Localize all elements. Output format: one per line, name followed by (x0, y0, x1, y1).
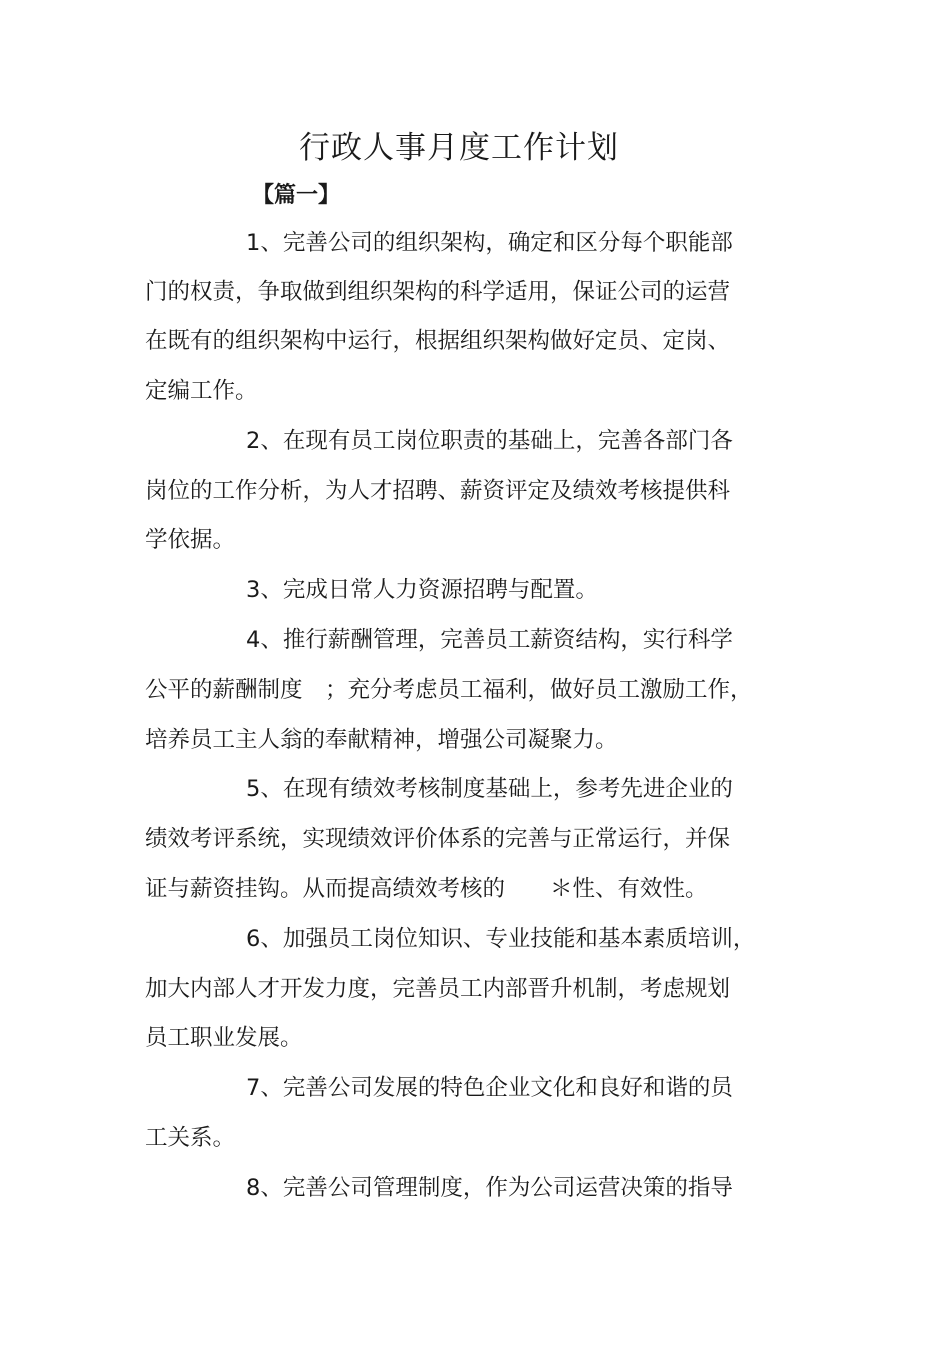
section-label: 【篇一】 (252, 183, 341, 208)
paragraph-line: 2、在现有员工岗位职责的基础上，完善各部门各 (246, 428, 733, 454)
paragraph-line: 工关系。 (145, 1125, 236, 1151)
paragraph-line: 1、完善公司的组织架构，确定和区分每个职能部 (246, 230, 733, 256)
paragraph-line: 7、完善公司发展的特色企业文化和良好和谐的员 (246, 1075, 733, 1101)
paragraph-line: 3、完成日常人力资源招聘与配置。 (246, 577, 598, 603)
paragraph-line: 加大内部人才开发力度，完善员工内部晋升机制，考虑规划 (145, 976, 731, 1002)
paragraph-line: 8、完善公司管理制度，作为公司运营决策的指导 (246, 1175, 733, 1201)
paragraph-line: 培养员工主人翁的奉献精神，增强公司凝聚力。 (145, 727, 618, 753)
paragraph-line: 4、推行薪酬管理，完善员工薪资结构，实行科学 (246, 627, 733, 653)
paragraph-line: 在既有的组织架构中运行，根据组织架构做好定员、定岗、 (145, 328, 731, 354)
paragraph-line: 公平的薪酬制度 ；充分考虑员工福利，做好员工激励工作， (145, 677, 753, 703)
page-title: 行政人事月度工作计划 (299, 130, 619, 166)
paragraph-line: 岗位的工作分析，为人才招聘、薪资评定及绩效考核提供科 (145, 478, 731, 504)
paragraph-line: 绩效考评系统，实现绩效评价体系的完善与正常运行，并保 (145, 826, 731, 852)
paragraph-line: 门的权责，争取做到组织架构的科学适用，保证公司的运营 (145, 279, 731, 305)
paragraph-line: 6、加强员工岗位知识、专业技能和基本素质培训， (246, 926, 756, 952)
paragraph-line: 证与薪资挂钩。从而提高绩效考核的 ＊性、有效性。 (145, 876, 708, 902)
paragraph-line: 5、在现有绩效考核制度基础上，参考先进企业的 (246, 776, 733, 802)
paragraph-line: 定编工作。 (145, 378, 258, 404)
paragraph-line: 学依据。 (145, 527, 236, 553)
paragraph-line: 员工职业发展。 (145, 1025, 303, 1051)
